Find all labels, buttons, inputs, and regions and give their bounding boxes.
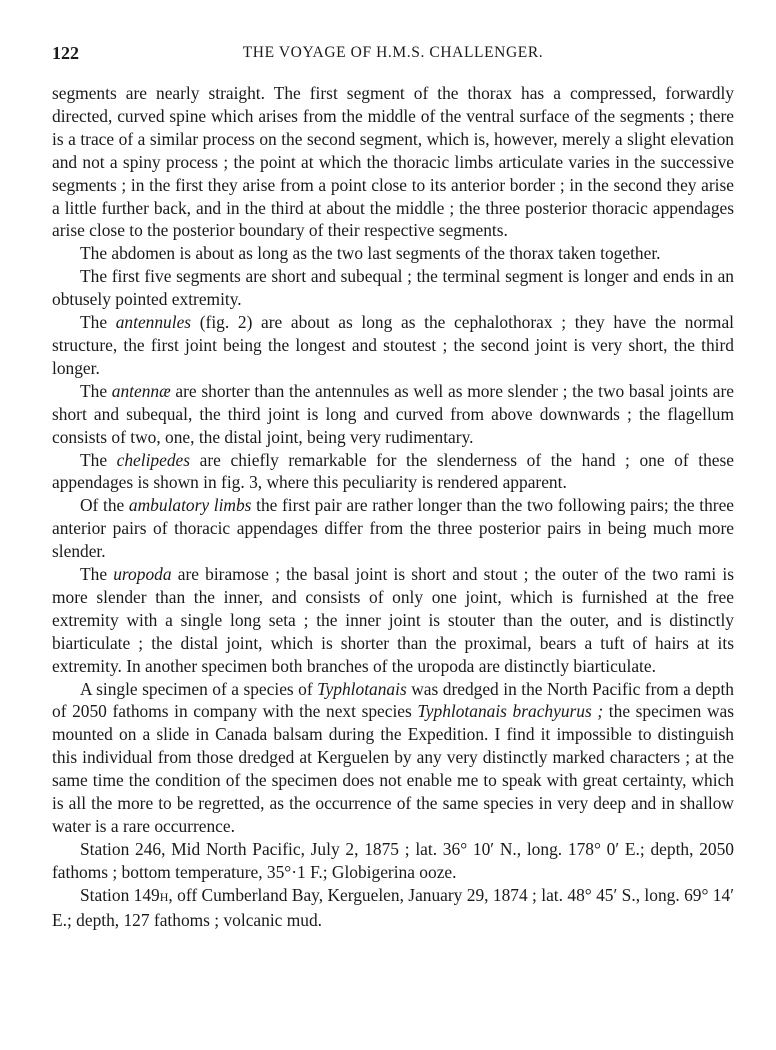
paragraph [52, 242, 734, 265]
text-run: The abdomen is about as long as the two last segments of the thorax taken together. [80, 243, 661, 264]
text-run: Station 149 [80, 884, 160, 905]
text-run: (fig. 2) are about as long as the cephalothorax ; they have the normal structure, the first joint being the longest and stoutest ; the second joint is very short, the third longer. [52, 312, 735, 378]
running-title: THE VOYAGE OF H.M.S. CHALLENGER. [242, 44, 544, 61]
running-head [52, 40, 734, 66]
text-run: the first pair are rather longer than the two following pairs; the three anterior pairs of thoracic appendages differ from the three posterior pairs in being much more slender. [52, 495, 735, 562]
paragraph [52, 449, 734, 495]
text-run: H [159, 889, 169, 904]
italic-term: chelipedes [116, 449, 191, 470]
text-run: the specimen was mounted on a slide in Canada balsam during the Expedition. I find it impossible to distinguish this individual from those dredged at Kerguelen by any very distinctly marked characters ; at the same time the condition of the specimen does not enable me to speak with great certainty, which is all the more to be regretted, as the occurrence of the same species in very deep and in shallow water is a rare occurrence. [52, 701, 734, 836]
text-run: The [80, 380, 112, 401]
body-text [52, 82, 734, 932]
text-run: A single specimen of a species of [80, 678, 318, 699]
italic-term: Typhlotanais [317, 678, 407, 699]
italic-term: uropoda [113, 564, 172, 585]
text-run: are biramose ; the basal joint is short and stout ; the outer of the two rami is more slender than the inner, and consists of only one joint, which is furnished at the free extremity with a single long seta ; the inner joint is stouter than the outer, and is distinctly biarticulate ; the distal joint, which is shorter than the proximal, bears a tuft of hairs at its extremity. In another specimen both branches of the uropoda are distinctly biarticulate. [52, 564, 734, 676]
paragraph [52, 678, 734, 838]
paragraph [52, 311, 734, 380]
paragraph [52, 884, 734, 932]
text-run: Station 246, Mid North Pacific, July 2, 1875 ; lat. 36° 10′ N., long. 178° 0′ E.; depth, 2050 fathoms ; bottom temperature, 35°·1 F.; Globigerina ooze. [52, 838, 734, 882]
text-run: segments are nearly straight. The first segment of the thorax has a compressed, forwardly directed, curved spine which arises from the middle of the ventral surface of the segments ; there is a trace of a similar process on the second segment, which is, however, merely a slight elevation and not a spiny process ; the point at which the thoracic limbs articulate varies in the successive segments ; in the first they arise from a point close to its anterior border ; in the second they arise a little further back, and in the third at about the middle ; the three posterior thoracic appendages arise close to the posterior boundary of their respective segments. [52, 83, 734, 241]
document-page [52, 40, 734, 932]
paragraph [52, 563, 734, 678]
text-run: , off Cumberland Bay, Kerguelen, January 29, 1874 ; lat. 48° 45′ S., long. 69° 14′ E.; depth, 127 fathoms ; volcanic mud. [52, 884, 734, 930]
paragraph [52, 82, 734, 242]
text-run: was dredged in the North Pacific from a depth of 2050 fathoms in company with the next species [52, 678, 734, 722]
text-run: are shorter than the antennules as well as more slender ; the two basal joints are short and subequal, the third joint is long and curved from above downwards ; the flagellum consists of two, one, the distal joint, being very rudimentary. [52, 380, 734, 447]
paragraph [52, 494, 734, 563]
text-run: are chiefly remarkable for the slenderness of the hand ; one of these appendages is shown in fig. 3, where this peculiarity is rendered apparent. [52, 449, 734, 493]
text-run: The [80, 449, 117, 470]
italic-term: antennules [115, 312, 192, 333]
text-run: The [80, 564, 114, 585]
paragraph [52, 838, 734, 884]
text-run: Of the [80, 495, 129, 516]
text-run: The first five segments are short and subequal ; the terminal segment is longer and ends in an obtusely pointed extremity. [52, 266, 734, 310]
italic-term: Typhlotanais brachyurus ; [417, 701, 604, 722]
paragraph [52, 380, 734, 449]
text-run: The [80, 312, 116, 333]
italic-term: antennæ [111, 380, 171, 401]
paragraph [52, 265, 734, 311]
page-number: 122 [52, 43, 79, 63]
italic-term: ambulatory limbs [128, 495, 252, 516]
